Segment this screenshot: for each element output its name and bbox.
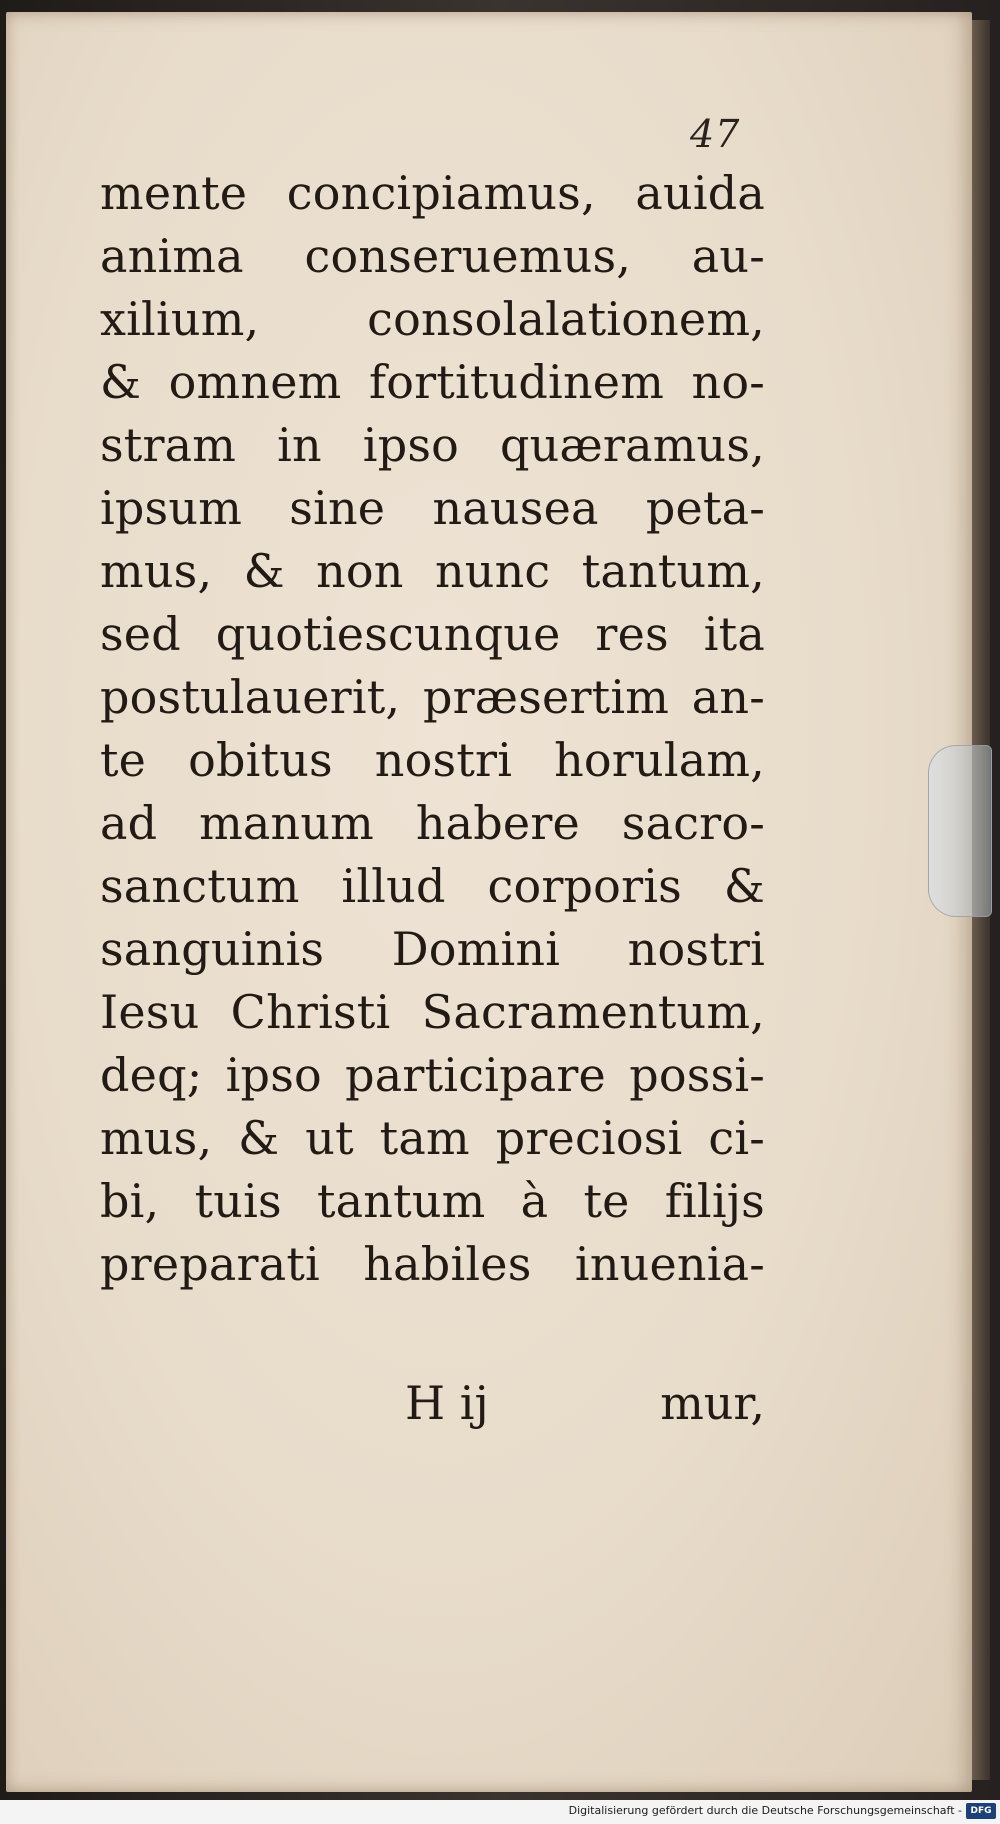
page-clip bbox=[928, 745, 992, 917]
text-line: bi, tuis tantum à te filijs bbox=[100, 1174, 765, 1228]
catchline bbox=[100, 1376, 765, 1436]
text-line: xilium, consolalationem, bbox=[100, 292, 765, 346]
catchword: mur, bbox=[660, 1376, 765, 1430]
text-line: anima conseruemus, au- bbox=[100, 229, 765, 283]
text-line: ad manum habere sacro- bbox=[100, 796, 765, 850]
text-line: te obitus nostri horulam, bbox=[100, 733, 765, 787]
text-line: deq; ipso participare possi- bbox=[100, 1048, 765, 1102]
signature-mark: H ij bbox=[405, 1376, 489, 1430]
footer-bar bbox=[0, 1800, 1000, 1824]
text-line: mus, & non nunc tantum, bbox=[100, 544, 765, 598]
text-line: preparati habiles inuenia- bbox=[100, 1237, 765, 1291]
text-line: sanctum illud corporis & bbox=[100, 859, 765, 913]
text-line: sed quotiescunque res ita bbox=[100, 607, 765, 661]
text-line: stram in ipso quæramus, bbox=[100, 418, 765, 472]
text-line: mente concipiamus, auida bbox=[100, 166, 765, 220]
page-number: 47 bbox=[690, 112, 741, 156]
text-line: sanguinis Domini nostri bbox=[100, 922, 765, 976]
text-line: postulauerit, præsertim an- bbox=[100, 670, 765, 724]
footer-credit: Digitalisierung gefördert durch die Deutsche Forschungsgemeinschaft - bbox=[568, 1804, 962, 1817]
text-line: ipsum sine nausea peta- bbox=[100, 481, 765, 535]
text-block bbox=[100, 162, 765, 1296]
text-line: Iesu Christi Sacramentum, bbox=[100, 985, 765, 1039]
text-line: mus, & ut tam preciosi ci- bbox=[100, 1111, 765, 1165]
dfg-logo-icon: DFG bbox=[966, 1803, 996, 1819]
text-line: & omnem fortitudinem no- bbox=[100, 355, 765, 409]
